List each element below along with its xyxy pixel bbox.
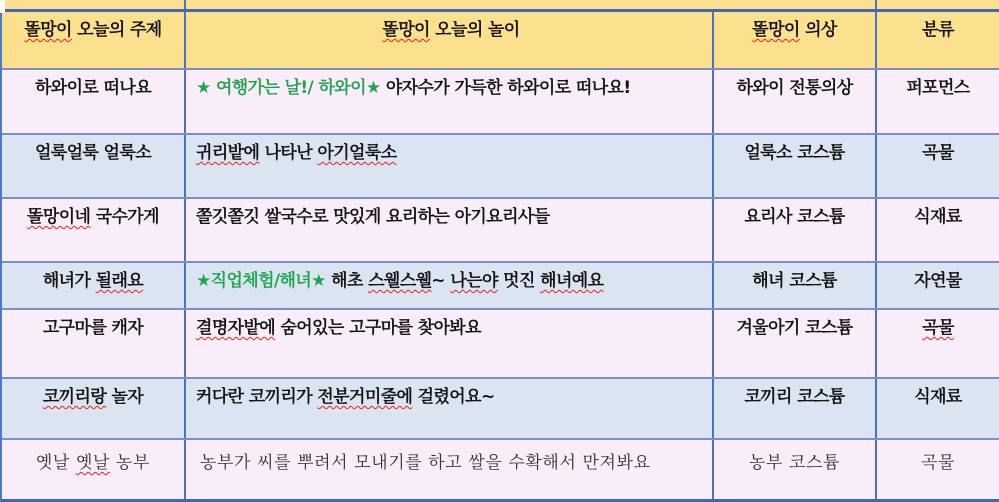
cell-play[interactable] [186, 135, 714, 197]
table-row [2, 68, 999, 133]
cell-topic[interactable] [2, 135, 186, 197]
text-segment: 옛날 [75, 453, 111, 473]
text-segment: 똘망이 [24, 20, 72, 40]
cell-play[interactable] [186, 440, 714, 499]
cell-play[interactable] [186, 70, 714, 133]
cell-topic[interactable] [2, 70, 186, 133]
text-segment: 될래요 [95, 271, 144, 291]
header-cell-costume[interactable] [714, 12, 877, 68]
cell-topic[interactable] [2, 379, 186, 438]
cell-category[interactable] [877, 199, 999, 261]
text-segment: 식재료 [914, 207, 962, 227]
text-segment: 퍼포먼스 [906, 78, 970, 98]
cell-category[interactable] [877, 70, 999, 133]
text-segment: 귀리밭에 [196, 143, 260, 163]
cell-play[interactable] [186, 199, 714, 261]
text-segment: 얼룩얼룩 얼룩소 [34, 143, 152, 163]
text-segment: 곡물 [922, 318, 954, 338]
text-segment: 옛날 [35, 453, 76, 473]
text-segment: 고구마를 캐자 [42, 318, 144, 338]
text-segment: 야자수가 가득한 하와이로 떠나요! [380, 78, 631, 98]
table-row [2, 438, 999, 499]
strip-cell [877, 0, 999, 9]
strip-cell [2, 0, 186, 9]
cell-category[interactable] [877, 310, 999, 377]
strip-cell [186, 0, 714, 9]
text-segment: 똘망이 [382, 20, 430, 40]
text-segment: 걸렸어요~ [412, 387, 495, 407]
cell-play[interactable] [186, 379, 714, 438]
text-segment: 똘망이 [752, 20, 800, 40]
header-cell-topic[interactable] [2, 12, 186, 68]
text-segment: 하와이 전통의상 [736, 78, 853, 98]
text-segment: 하와이로 떠나요 [34, 78, 152, 98]
text-segment: 해녀 코스튬 [752, 271, 837, 291]
cell-category[interactable] [877, 135, 999, 197]
strip-cell [714, 0, 877, 9]
header-cell-category[interactable] [877, 12, 999, 68]
table-row [2, 261, 999, 308]
text-segment: 전분거미줄에 [317, 387, 413, 407]
text-segment: 해초 [325, 271, 369, 291]
cell-costume[interactable] [714, 263, 877, 308]
text-segment: 겨울아기 코스튬 [736, 318, 853, 338]
text-segment: 멋진 [497, 271, 541, 291]
text-segment: 오늘의 놀이 [429, 20, 520, 40]
text-segment: 농부 [110, 453, 151, 473]
text-segment: 농부 코스튬 [748, 453, 841, 473]
text-segment: 오늘의 주제 [71, 20, 162, 40]
text-segment: 아기얼룩소 [317, 143, 397, 163]
text-segment: 나는야 [450, 271, 498, 291]
cell-topic[interactable] [2, 310, 186, 377]
text-segment: 해녀가 [42, 271, 96, 291]
cell-play[interactable] [186, 310, 714, 377]
cell-category[interactable] [877, 379, 999, 438]
text-segment: 곡물 [922, 143, 954, 163]
text-segment: 자연물 [914, 271, 962, 291]
text-segment: 숨어있는 고구마를 찾아봐요 [275, 318, 481, 338]
text-segment: 스웰스웰 [368, 271, 432, 291]
table-row [2, 197, 999, 261]
text-segment: ~ [431, 271, 451, 291]
text-segment: 의상 [799, 20, 837, 40]
partial-row-above [2, 0, 999, 9]
table-row [2, 308, 999, 377]
text-segment: ★직업체험/해녀★ [196, 271, 326, 291]
cell-topic[interactable] [2, 199, 186, 261]
text-segment: 나타난 [259, 143, 318, 163]
text-segment: 코끼리랑 [42, 387, 107, 407]
text-segment: 결명자밭에 [196, 318, 276, 338]
cell-costume[interactable] [714, 440, 877, 499]
header-row [2, 9, 999, 68]
cell-costume[interactable] [714, 135, 877, 197]
text-segment: 국수가게 [90, 207, 159, 227]
text-segment: 농부가 씨를 뿌려서 모내기를 하고 쌀을 수확해서 만져봐요 [200, 453, 651, 473]
table-row [2, 377, 999, 438]
text-segment: 코끼리 코스튬 [744, 387, 845, 407]
cell-costume[interactable] [714, 310, 877, 377]
text-segment: 놀자 [106, 387, 144, 407]
cell-topic[interactable] [2, 440, 186, 499]
text-segment: 쫄깃쫄깃 쌀국수로 맛있게 요리하는 아기요리사들 [196, 207, 550, 227]
cell-topic[interactable] [2, 263, 186, 308]
header-cell-play[interactable] [186, 12, 714, 68]
cell-category[interactable] [877, 263, 999, 308]
text-segment: 커다란 코끼리가 [196, 387, 318, 407]
cell-costume[interactable] [714, 70, 877, 133]
cell-category[interactable] [877, 440, 999, 499]
text-segment: 곡물 [920, 453, 956, 473]
text-segment: ★ 여행가는 날!/ 하와이★ [196, 78, 381, 98]
table-row [2, 133, 999, 197]
text-segment: 얼룩소 코스튬 [744, 143, 845, 163]
cell-costume[interactable] [714, 199, 877, 261]
left-border-gap [0, 0, 5, 13]
text-segment: 식재료 [914, 387, 962, 407]
cell-play[interactable] [186, 263, 714, 308]
text-segment: 똘망이네 [27, 207, 91, 227]
cell-costume[interactable] [714, 379, 877, 438]
text-segment: 해녀예요 [540, 271, 604, 291]
text-segment: 요리사 코스튬 [744, 207, 845, 227]
text-segment: 분류 [922, 20, 954, 40]
